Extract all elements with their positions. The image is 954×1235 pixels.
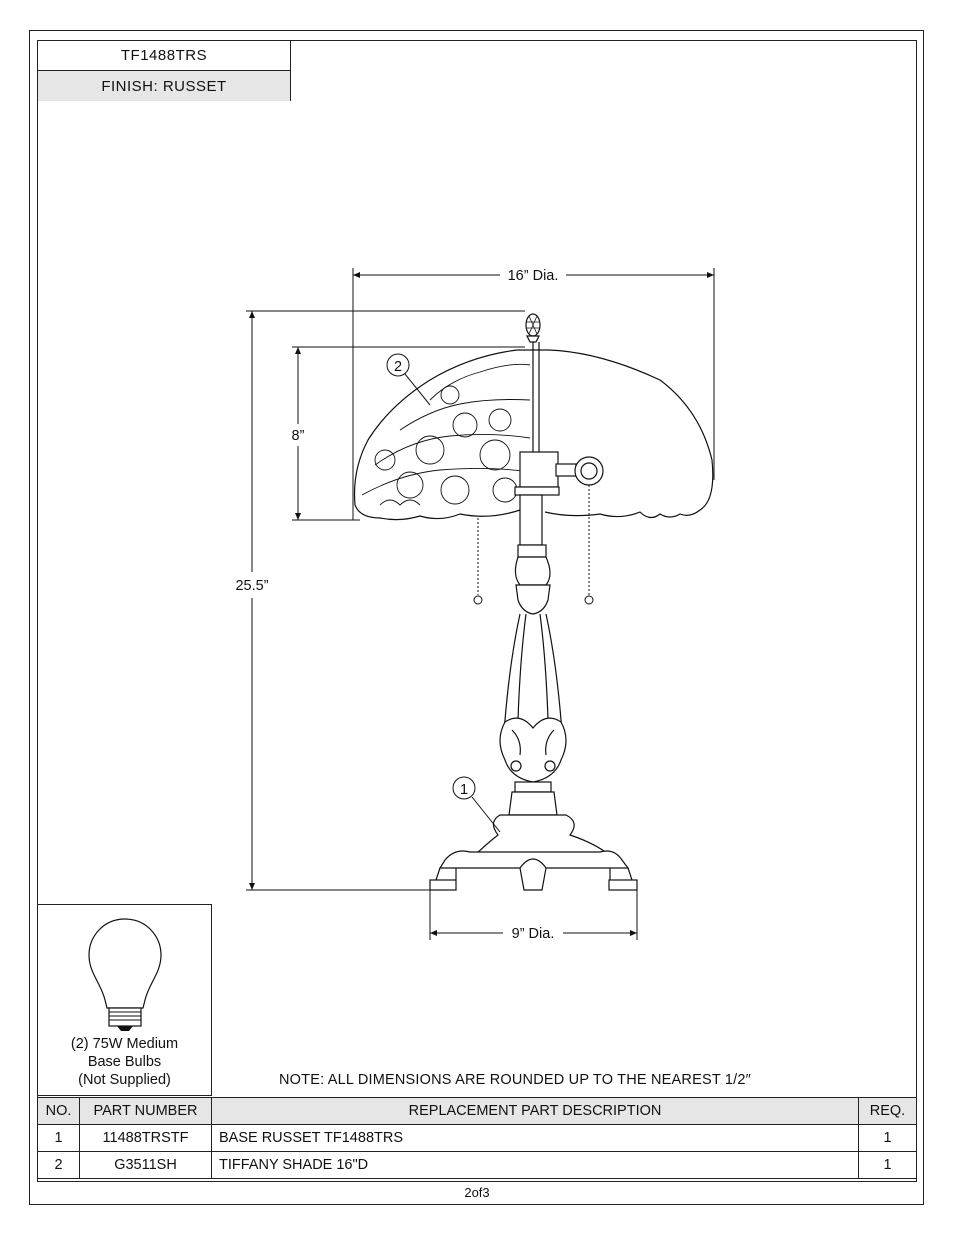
header-req: REQ. [859, 1098, 917, 1125]
callout-2-label: 2 [393, 359, 403, 375]
header-description: REPLACEMENT PART DESCRIPTION [212, 1098, 859, 1125]
finish-label: FINISH: RUSSET [38, 71, 290, 101]
row-req: 1 [859, 1125, 917, 1152]
row-description: BASE RUSSET TF1488TRS [212, 1125, 859, 1152]
parts-table [37, 1097, 917, 1179]
bulb-info-box [37, 904, 212, 1096]
bulb-line-3: (Not Supplied) [78, 1072, 171, 1088]
header-no: NO. [38, 1098, 80, 1125]
row-no: 2 [38, 1152, 80, 1179]
parts-table-header [38, 1098, 917, 1125]
row-no: 1 [38, 1125, 80, 1152]
table-row [38, 1152, 917, 1179]
pull-switch [556, 457, 603, 485]
bulb-line-1: (2) 75W Medium [70, 1036, 179, 1052]
overall-height-label: 25.5” [235, 578, 269, 594]
row-part-number: 11488TRSTF [80, 1125, 212, 1152]
callout-1 [453, 777, 500, 832]
lamp-stem [504, 342, 562, 760]
shade-diameter-label: 16” Dia. [507, 268, 559, 284]
dimension-note: NOTE: ALL DIMENSIONS ARE ROUNDED UP TO THE NEAREST 1/2″ [279, 1072, 751, 1088]
finial [526, 314, 540, 342]
model-number: TF1488TRS [38, 41, 290, 71]
page-number: 2of3 [464, 1185, 490, 1200]
light-bulb-icon [37, 905, 212, 1035]
base-diameter-label: 9” Dia. [511, 926, 555, 942]
bulb-line-2: Base Bulbs [87, 1054, 162, 1070]
row-part-number: G3511SH [80, 1152, 212, 1179]
table-row [38, 1125, 917, 1152]
overall-height-dimension [246, 311, 525, 890]
shade-height-label: 8” [291, 428, 305, 444]
callout-1-label: 1 [459, 782, 469, 798]
header-part-number: PART NUMBER [80, 1098, 212, 1125]
shade-height-dimension [292, 347, 525, 520]
callout-2 [387, 354, 430, 405]
lamp-base [430, 718, 637, 890]
row-description: TIFFANY SHADE 16"D [212, 1152, 859, 1179]
row-req: 1 [859, 1152, 917, 1179]
